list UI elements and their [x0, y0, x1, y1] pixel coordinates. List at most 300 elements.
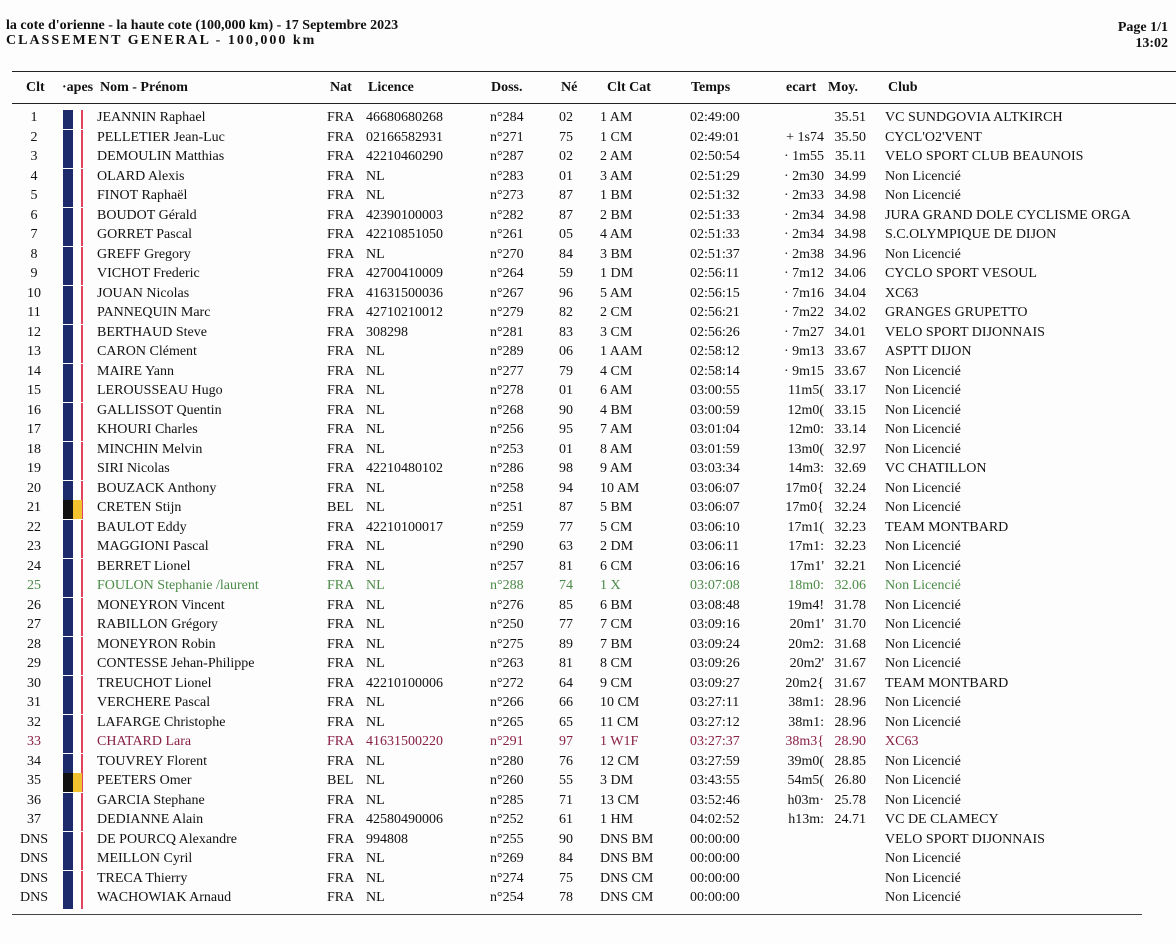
category-rank-cell: 8 AM: [600, 441, 633, 457]
time-cell: 03:27:12: [690, 714, 740, 730]
time-cell: 00:00:00: [690, 851, 740, 866]
licence-cell: 42210100006: [366, 675, 443, 691]
rank-cell: 34: [27, 753, 41, 769]
average-speed-cell: 33.17: [834, 383, 866, 398]
bib-cell: n°273: [490, 188, 524, 203]
table-row: [0, 713, 1176, 733]
average-speed-cell: 28.90: [834, 734, 866, 749]
category-rank-cell: 12 CM: [600, 753, 640, 769]
rank-cell: 23: [27, 539, 41, 554]
name-cell: LEROUSSEAU Hugo: [97, 383, 223, 398]
club-cell: Non Licencié: [885, 246, 961, 262]
average-speed-cell: 34.01: [834, 324, 866, 340]
club-cell: Non Licencié: [885, 441, 961, 457]
average-speed-cell: 28.96: [834, 714, 866, 730]
club-cell: Non Licencié: [885, 578, 961, 593]
gap-cell: · 7m22: [783, 305, 824, 320]
licence-cell: 42580490006: [366, 812, 443, 827]
rank-cell: 20: [27, 480, 41, 496]
birth-year-cell: 90: [559, 831, 573, 847]
bib-cell: n°283: [490, 168, 524, 184]
event-title: la cote d'orienne - la haute cote (100,000 km) - 17 Septembre 2023: [6, 18, 399, 33]
nationality-cell: FRA: [327, 812, 355, 827]
bib-cell: n°265: [490, 714, 524, 730]
table-row: [0, 752, 1176, 772]
table-row: [0, 693, 1176, 713]
france-flag-icon: [63, 305, 83, 324]
col-ecart: ecart: [786, 80, 817, 95]
name-cell: DEMOULIN Matthias: [97, 149, 225, 164]
france-flag-icon: [63, 812, 83, 831]
category-rank-cell: 5 AM: [600, 285, 633, 301]
france-flag-icon: [63, 539, 83, 558]
category-rank-cell: 5 CM: [600, 519, 633, 535]
name-cell: MAIRE Yann: [97, 363, 175, 379]
name-cell: MEILLON Cyril: [97, 851, 193, 866]
category-rank-cell: 7 AM: [600, 422, 633, 437]
category-rank-cell: 9 AM: [600, 461, 633, 476]
table-row: [0, 381, 1176, 401]
time-cell: 03:00:59: [690, 402, 740, 418]
club-cell: VC CHATILLON: [885, 461, 987, 476]
club-cell: TEAM MONTBARD: [885, 675, 1009, 691]
table-row: [0, 225, 1176, 245]
time-cell: 03:52:46: [690, 792, 740, 808]
table-row: [0, 830, 1176, 850]
category-rank-cell: 6 CM: [600, 558, 633, 574]
bib-cell: n°280: [490, 753, 524, 769]
nationality-cell: FRA: [327, 734, 355, 749]
nationality-cell: FRA: [327, 129, 355, 145]
birth-year-cell: 66: [559, 695, 573, 710]
rank-cell: 3: [30, 149, 38, 164]
club-cell: Non Licencié: [885, 480, 961, 496]
category-rank-cell: 8 CM: [600, 656, 633, 671]
france-flag-icon: [63, 383, 83, 402]
nationality-cell: FRA: [327, 558, 355, 574]
rank-cell: 26: [27, 597, 41, 613]
category-rank-cell: 10 CM: [600, 695, 640, 710]
table-row: [0, 147, 1176, 167]
table-row: [0, 362, 1176, 382]
gap-cell: 11m5(: [787, 383, 824, 398]
rank-cell: 16: [27, 402, 41, 418]
time-cell: 02:51:29: [690, 168, 740, 184]
club-cell: ASPTT DIJON: [885, 344, 972, 359]
gap-cell: 17m1(: [787, 519, 824, 535]
france-flag-icon: [63, 422, 83, 441]
time-cell: 02:51:33: [690, 227, 740, 242]
nationality-cell: FRA: [327, 695, 355, 710]
birth-year-cell: 90: [559, 402, 573, 418]
nationality-cell: FRA: [327, 870, 355, 886]
licence-cell: 42390100003: [366, 207, 443, 223]
average-speed-cell: 31.67: [834, 656, 866, 671]
birth-year-cell: 94: [559, 480, 573, 496]
club-cell: VELO SPORT CLUB BEAUNOIS: [885, 149, 1084, 164]
rank-cell: 35: [27, 773, 41, 788]
time-cell: 02:58:12: [690, 344, 740, 359]
gap-cell: 20m2': [789, 656, 824, 671]
birth-year-cell: 06: [559, 344, 573, 359]
category-rank-cell: 1 DM: [600, 266, 634, 281]
rank-cell: 13: [27, 344, 41, 359]
name-cell: BOUDOT Gérald: [97, 207, 197, 223]
bib-cell: n°269: [490, 851, 524, 866]
licence-cell: NL: [366, 402, 385, 418]
licence-cell: NL: [366, 441, 385, 457]
licence-cell: NL: [366, 558, 385, 574]
time-cell: 02:58:14: [690, 363, 740, 379]
name-cell: VICHOT Frederic: [97, 266, 200, 281]
bib-cell: n°270: [490, 246, 524, 262]
licence-cell: 42210100017: [366, 519, 443, 535]
licence-cell: NL: [366, 480, 385, 496]
average-speed-cell: 24.71: [834, 812, 866, 827]
licence-cell: 42700410009: [366, 266, 443, 281]
birth-year-cell: 75: [559, 129, 573, 145]
nationality-cell: FRA: [327, 207, 355, 223]
time-cell: 03:08:48: [690, 597, 740, 613]
rank-cell: 29: [27, 656, 41, 671]
licence-cell: 42210851050: [366, 227, 443, 242]
table-row: [0, 186, 1176, 206]
rank-cell: 5: [30, 188, 38, 203]
table-row: [0, 459, 1176, 479]
average-speed-cell: 35.51: [834, 110, 866, 125]
average-speed-cell: 33.67: [834, 344, 866, 359]
name-cell: MINCHIN Melvin: [97, 441, 203, 457]
average-speed-cell: 32.06: [834, 578, 866, 593]
name-cell: MONEYRON Vincent: [97, 597, 225, 613]
licence-cell: NL: [366, 246, 385, 262]
table-row: [0, 810, 1176, 830]
birth-year-cell: 05: [559, 227, 573, 242]
name-cell: PELLETIER Jean-Luc: [97, 129, 225, 145]
category-rank-cell: DNS CM: [600, 870, 654, 886]
france-flag-icon: [63, 890, 83, 909]
time-cell: 03:27:11: [690, 695, 740, 710]
birth-year-cell: 84: [559, 246, 573, 262]
club-cell: VC SUNDGOVIA ALTKIRCH: [885, 110, 1063, 125]
name-cell: PANNEQUIN Marc: [97, 305, 211, 320]
licence-cell: NL: [366, 363, 385, 379]
club-cell: CYCLO SPORT VESOUL: [885, 266, 1037, 281]
club-cell: VC DE CLAMECY: [885, 812, 999, 827]
nationality-cell: FRA: [327, 597, 355, 613]
club-cell: Non Licencié: [885, 597, 961, 613]
bib-cell: n°271: [490, 129, 524, 145]
gap-cell: · 7m12: [783, 266, 824, 281]
licence-cell: NL: [366, 383, 385, 398]
name-cell: CARON Clément: [97, 344, 197, 359]
birth-year-cell: 81: [559, 558, 573, 574]
bib-cell: n°286: [490, 461, 524, 476]
category-rank-cell: DNS CM: [600, 890, 654, 905]
category-rank-cell: 2 AM: [600, 149, 633, 164]
nationality-cell: FRA: [327, 227, 355, 242]
name-cell: BOUZACK Anthony: [97, 480, 217, 496]
bib-cell: n°266: [490, 695, 524, 710]
nationality-cell: FRA: [327, 714, 355, 730]
licence-cell: NL: [366, 422, 385, 437]
france-flag-icon: [63, 559, 83, 578]
rank-cell: 1: [30, 110, 38, 125]
birth-year-cell: 84: [559, 851, 573, 866]
average-speed-cell: 34.98: [834, 207, 866, 223]
report-header: [0, 0, 1176, 70]
bib-cell: n°284: [490, 110, 524, 125]
bib-cell: n°289: [490, 344, 524, 359]
birth-year-cell: 75: [559, 870, 573, 886]
club-cell: CYCL'O2'VENT: [885, 129, 982, 145]
club-cell: Non Licencié: [885, 890, 961, 905]
france-flag-icon: [63, 656, 83, 675]
col-doss: Doss.: [491, 80, 523, 95]
birth-year-cell: 01: [559, 168, 573, 184]
gap-cell: · 9m13: [783, 344, 824, 359]
france-flag-icon: [63, 247, 83, 266]
nationality-cell: FRA: [327, 363, 355, 379]
gap-cell: 38m1:: [788, 714, 824, 730]
col-temps: Temps: [691, 80, 731, 95]
gap-cell: · 9m15: [783, 363, 824, 379]
rank-cell: 17: [27, 422, 41, 437]
name-cell: TREUCHOT Lionel: [97, 675, 212, 691]
average-speed-cell: 34.98: [834, 227, 866, 242]
nationality-cell: FRA: [327, 578, 355, 593]
nationality-cell: FRA: [327, 324, 355, 340]
rank-cell: 33: [27, 734, 41, 749]
average-speed-cell: 34.96: [834, 246, 866, 262]
club-cell: Non Licencié: [885, 851, 961, 866]
france-flag-icon: [63, 481, 83, 500]
name-cell: CONTESSE Jehan-Philippe: [97, 656, 255, 671]
rank-cell: 27: [27, 617, 41, 632]
time-cell: 03:06:07: [690, 480, 740, 496]
time-cell: 03:09:16: [690, 617, 740, 632]
category-rank-cell: 2 DM: [600, 539, 634, 554]
name-cell: JEANNIN Raphael: [97, 110, 206, 125]
rank-cell: 10: [27, 285, 41, 301]
club-cell: Non Licencié: [885, 383, 961, 398]
name-cell: OLARD Alexis: [97, 168, 185, 184]
club-cell: S.C.OLYMPIQUE DE DIJON: [885, 227, 1057, 242]
rank-cell: DNS: [19, 851, 48, 866]
nationality-cell: FRA: [327, 266, 355, 281]
gap-cell: · 1m55: [783, 149, 824, 164]
average-speed-cell: 32.24: [834, 480, 866, 496]
bib-cell: n°252: [490, 812, 524, 827]
table-row: [0, 518, 1176, 538]
birth-year-cell: 85: [559, 597, 573, 613]
gap-cell: 17m1': [789, 558, 824, 574]
birth-year-cell: 01: [559, 441, 573, 457]
birth-year-cell: 78: [559, 890, 573, 905]
rank-cell: 30: [27, 675, 41, 691]
gap-cell: 17m0{: [785, 500, 824, 515]
birth-year-cell: 95: [559, 422, 573, 437]
france-flag-icon: [63, 286, 83, 305]
nationality-cell: FRA: [327, 305, 355, 320]
rank-cell: DNS: [19, 870, 48, 886]
col-moy: Moy.: [828, 80, 858, 95]
france-flag-icon: [63, 715, 83, 734]
france-flag-icon: [63, 208, 83, 227]
time-cell: 03:09:27: [690, 675, 740, 691]
nationality-cell: FRA: [327, 617, 355, 632]
bib-cell: n°285: [490, 792, 524, 808]
birth-year-cell: 65: [559, 714, 573, 730]
licence-cell: 41631500036: [366, 285, 443, 301]
table-row: [0, 888, 1176, 908]
france-flag-icon: [63, 734, 83, 753]
time-cell: 02:49:01: [690, 129, 740, 145]
nationality-cell: BEL: [327, 773, 354, 788]
time-cell: 03:06:10: [690, 519, 740, 535]
table-row: [0, 635, 1176, 655]
bib-cell: n°268: [490, 402, 524, 418]
bottom-divider: [12, 914, 1142, 915]
name-cell: KHOURI Charles: [97, 422, 198, 437]
table-row: [0, 771, 1176, 791]
bib-cell: n°272: [490, 675, 524, 691]
rank-cell: 7: [30, 227, 38, 242]
category-rank-cell: 1 CM: [600, 129, 633, 145]
rank-cell: 32: [27, 714, 41, 730]
licence-cell: NL: [366, 617, 385, 632]
table-row: [0, 108, 1176, 128]
name-cell: FOULON Stephanie /laurent: [97, 578, 259, 593]
licence-cell: 42210460290: [366, 149, 443, 164]
time-cell: 00:00:00: [690, 831, 740, 847]
rank-cell: 14: [27, 363, 41, 379]
category-rank-cell: 1 W1F: [600, 734, 639, 749]
licence-cell: NL: [366, 539, 385, 554]
average-speed-cell: 28.96: [834, 695, 866, 710]
category-rank-cell: 1 HM: [600, 812, 634, 827]
nationality-cell: FRA: [327, 890, 355, 905]
name-cell: PEETERS Omer: [97, 773, 192, 788]
time-cell: 03:00:55: [690, 383, 740, 398]
france-flag-icon: [63, 695, 83, 714]
club-cell: GRANGES GRUPETTO: [885, 305, 1028, 320]
birth-year-cell: 97: [559, 734, 573, 749]
category-rank-cell: 1 X: [600, 578, 621, 593]
name-cell: FINOT Raphaël: [97, 188, 188, 203]
top-divider: [12, 71, 1176, 72]
nationality-cell: FRA: [327, 636, 355, 652]
gap-cell: 13m0(: [787, 441, 824, 457]
france-flag-icon: [63, 442, 83, 461]
category-rank-cell: 7 BM: [600, 636, 633, 652]
gap-cell: · 7m27: [783, 324, 824, 340]
category-rank-cell: 4 AM: [600, 227, 633, 242]
birth-year-cell: 55: [559, 773, 573, 788]
bib-cell: n°288: [490, 578, 524, 593]
average-speed-cell: 32.69: [834, 461, 866, 476]
birth-year-cell: 01: [559, 383, 573, 398]
name-cell: BERRET Lionel: [97, 558, 191, 574]
licence-cell: NL: [366, 753, 385, 769]
birth-year-cell: 77: [559, 519, 573, 535]
nationality-cell: FRA: [327, 753, 355, 769]
average-speed-cell: 28.85: [834, 753, 866, 769]
licence-cell: 308298: [366, 324, 408, 340]
birth-year-cell: 83: [559, 324, 573, 340]
licence-cell: 42710210012: [366, 305, 443, 320]
gap-cell: · 7m16: [783, 285, 824, 301]
bib-cell: n°291: [490, 734, 524, 749]
average-speed-cell: 34.02: [834, 305, 866, 320]
club-cell: Non Licencié: [885, 714, 961, 730]
name-cell: JOUAN Nicolas: [97, 285, 190, 301]
name-cell: CRETEN Stijn: [97, 500, 182, 515]
birth-year-cell: 63: [559, 539, 573, 554]
bib-cell: n°263: [490, 656, 524, 671]
rank-cell: 24: [27, 558, 41, 574]
table-row: [0, 323, 1176, 343]
name-cell: BERTHAUD Steve: [97, 324, 207, 340]
time-cell: 00:00:00: [690, 870, 740, 886]
licence-cell: NL: [366, 597, 385, 613]
rank-cell: 18: [27, 441, 41, 457]
france-flag-icon: [63, 130, 83, 149]
licence-cell: NL: [366, 792, 385, 808]
bib-cell: n°278: [490, 383, 524, 398]
table-row: [0, 479, 1176, 499]
france-flag-icon: [63, 403, 83, 422]
birth-year-cell: 64: [559, 675, 573, 691]
bib-cell: n°264: [490, 266, 524, 281]
france-flag-icon: [63, 617, 83, 636]
name-cell: BAULOT Eddy: [97, 519, 187, 535]
gap-cell: 20m1': [789, 617, 824, 632]
club-cell: Non Licencié: [885, 792, 961, 808]
table-row: [0, 342, 1176, 362]
licence-cell: NL: [366, 656, 385, 671]
gap-cell: · 2m33: [783, 188, 824, 203]
licence-cell: NL: [366, 851, 385, 866]
birth-year-cell: 82: [559, 305, 573, 320]
table-row: [0, 615, 1176, 635]
rank-cell: 21: [27, 500, 41, 515]
club-cell: Non Licencié: [885, 636, 961, 652]
table-row: [0, 440, 1176, 460]
nationality-cell: FRA: [327, 188, 355, 203]
club-cell: Non Licencié: [885, 753, 961, 769]
table-row: [0, 420, 1176, 440]
average-speed-cell: 33.14: [834, 422, 866, 437]
table-row: [0, 791, 1176, 811]
average-speed-cell: 35.11: [835, 149, 866, 164]
france-flag-icon: [63, 169, 83, 188]
category-rank-cell: 13 CM: [600, 792, 640, 808]
time-cell: 03:43:55: [690, 773, 740, 788]
bib-cell: n°251: [490, 500, 524, 515]
bib-cell: n°259: [490, 519, 524, 535]
time-cell: 02:56:11: [690, 266, 740, 281]
category-rank-cell: 4 BM: [600, 402, 633, 418]
time-cell: 03:03:34: [690, 461, 740, 476]
france-flag-icon: [63, 637, 83, 656]
belgium-flag-icon: [63, 773, 83, 792]
france-flag-icon: [63, 754, 83, 773]
licence-cell: NL: [366, 870, 385, 886]
time-cell: 03:09:24: [690, 636, 740, 652]
average-speed-cell: 34.04: [834, 285, 866, 301]
col-etapes: ·apes: [62, 80, 94, 95]
